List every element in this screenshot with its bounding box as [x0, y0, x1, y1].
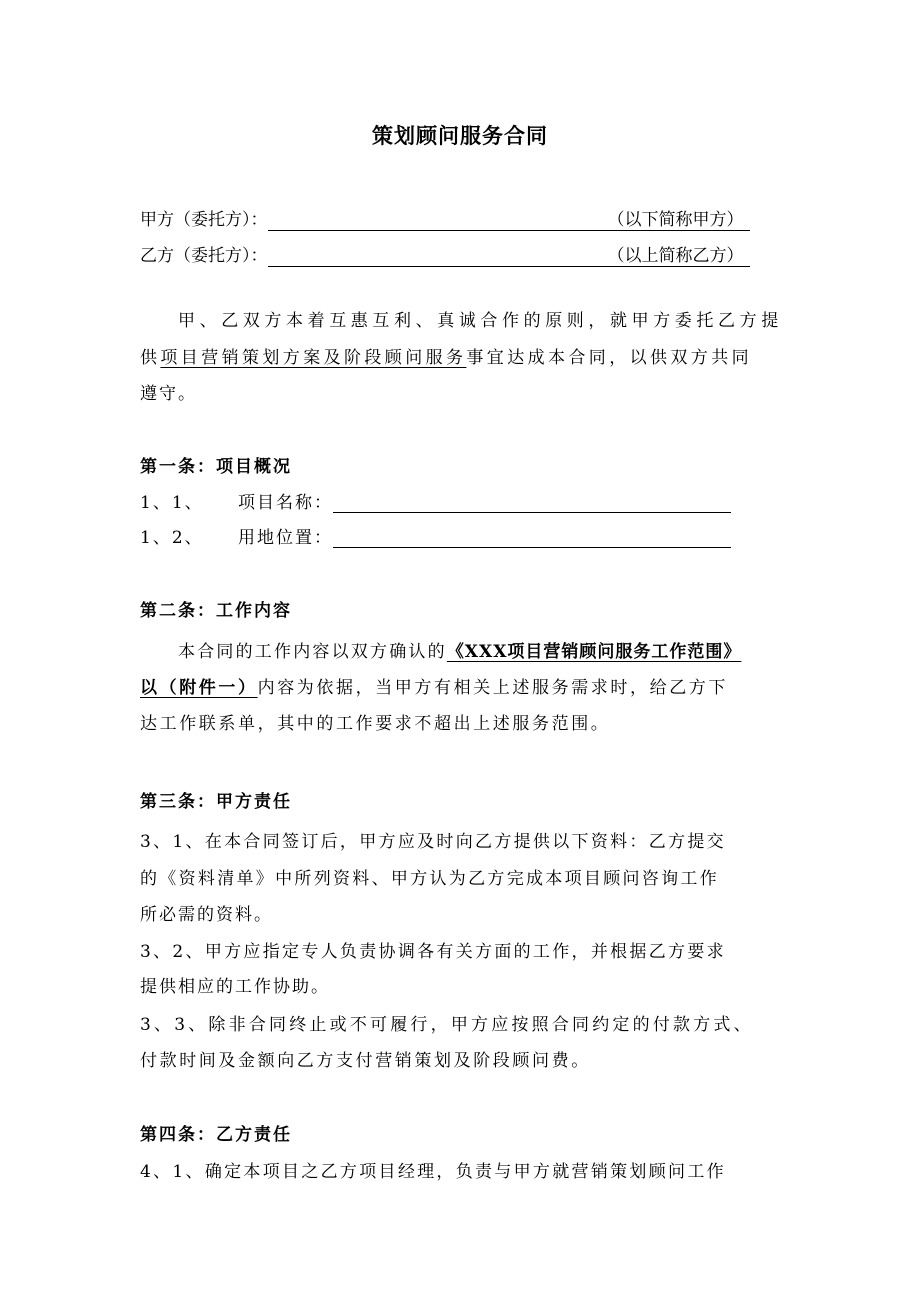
service-scope-document: 《XXX项目营销顾问服务工作范围》: [446, 642, 742, 662]
article-2-line-2-suffix: 内容为依据，当甲方有相关上述服务需求时，给乙方下: [257, 678, 729, 698]
party-b-suffix: （以上简称乙方）: [608, 241, 750, 267]
article-1-item-2-num: 1、2、: [140, 528, 204, 548]
article-3-line-3: 所必需的资料。: [140, 905, 273, 925]
party-a-suffix: （以下简称甲方）: [608, 205, 750, 231]
article-2-line-1: [178, 637, 741, 662]
document-title: 策划顾问服务合同: [372, 123, 548, 148]
party-b-blank[interactable]: [268, 246, 608, 267]
project-name-field[interactable]: [333, 492, 731, 513]
intro-service-scope: 项目营销策划方案及阶段顾问服务: [160, 348, 467, 368]
party-a-line: [140, 205, 750, 231]
article-3-line-5: 提供相应的工作协助。: [140, 977, 330, 997]
intro-line-3: 遵守。: [140, 384, 197, 404]
party-b-label: 乙方（委托方）：: [140, 246, 268, 266]
article-2-line-3: 达工作联系单，其中的工作要求不超出上述服务范围。: [140, 714, 611, 734]
intro-line-1: 甲、乙双方本着互惠互利、真诚合作的原则，就甲方委托乙方提: [178, 311, 783, 331]
article-2-line-2: [140, 673, 728, 698]
article-1-heading: 第一条：项目概况: [140, 457, 292, 477]
article-3-line-7: 付款时间及金额向乙方支付营销策划及阶段顾问费。: [140, 1051, 591, 1071]
article-1-item-1-num: 1、1、: [140, 493, 204, 513]
article-2-line-1-prefix: 本合同的工作内容以双方确认的: [178, 642, 447, 662]
article-1-item-1: [140, 488, 731, 513]
party-b-line: [140, 241, 750, 267]
intro-line-2-suffix: 事宜达成本合同，以供双方共同: [466, 348, 753, 368]
party-a-label: 甲方（委托方）：: [140, 210, 268, 230]
article-3-line-6: 3、3、除非合同终止或不可履行，甲方应按照合同约定的付款方式、: [140, 1015, 754, 1035]
article-4-line-1: 4、1、确定本项目之乙方项目经理，负责与甲方就营销策划顾问工作: [140, 1162, 726, 1182]
article-3-line-4: 3、2、甲方应指定专人负责协调各有关方面的工作，并根据乙方要求: [140, 942, 726, 962]
article-3-line-1: 3、1、在本合同签订后，甲方应及时向乙方提供以下资料：乙方提交: [140, 832, 726, 852]
article-3-line-2: 的《资料清单》中所列资料、甲方认为乙方完成本项目顾问咨询工作: [140, 869, 719, 889]
appendix-one-reference: 以（附件一）: [140, 678, 258, 698]
article-2-heading: 第二条：工作内容: [140, 601, 292, 621]
article-1-item-2: [140, 523, 731, 548]
land-location-field[interactable]: [333, 527, 731, 548]
article-3-heading: 第三条：甲方责任: [140, 792, 292, 812]
intro-line-2-prefix: 供: [140, 348, 161, 368]
party-a-blank[interactable]: [268, 210, 608, 231]
article-4-heading: 第四条：乙方责任: [140, 1125, 292, 1145]
intro-line-2: [140, 343, 752, 368]
project-name-label: 项目名称：: [238, 493, 333, 513]
land-location-label: 用地位置：: [238, 528, 333, 548]
